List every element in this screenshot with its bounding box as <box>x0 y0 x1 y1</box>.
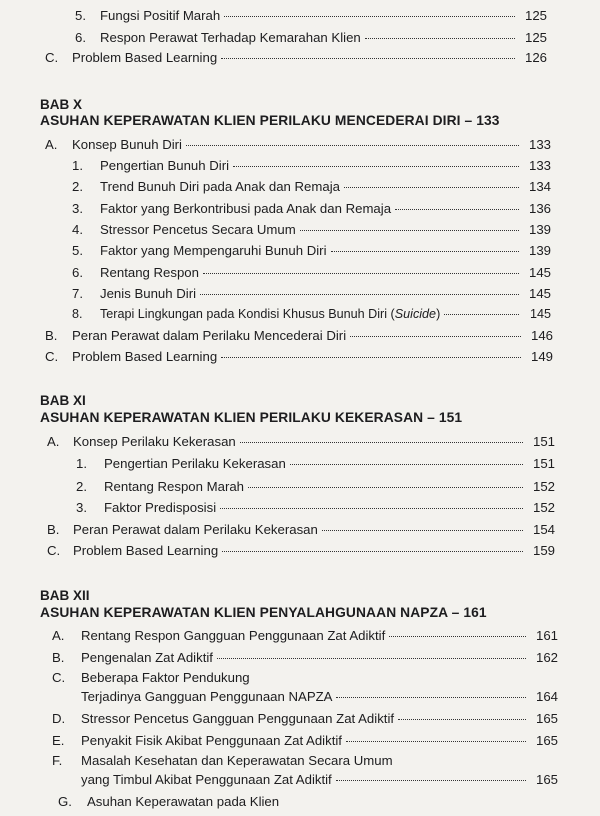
dot-leader <box>350 336 521 337</box>
entry-page: 145 <box>529 307 551 321</box>
dot-leader <box>200 294 519 295</box>
entry-number: 3. <box>72 201 83 216</box>
toc-entry <box>75 30 547 48</box>
dot-leader <box>224 16 515 17</box>
entry-title: Faktor Predisposisi <box>104 500 217 515</box>
entry-page: 146 <box>530 328 553 343</box>
dot-leader <box>395 209 519 210</box>
toc-entry <box>58 794 279 809</box>
entry-number: 1. <box>76 456 87 471</box>
entry-letter: B. <box>52 650 65 665</box>
entry-page: 145 <box>528 265 551 280</box>
entry-number: 2. <box>76 479 87 494</box>
entry-title: Problem Based Learning <box>73 543 219 558</box>
toc-entry <box>52 711 558 729</box>
entry-letter: D. <box>52 711 66 726</box>
entry-page: 152 <box>532 500 555 515</box>
dot-leader <box>203 273 519 274</box>
toc-entry <box>72 158 551 176</box>
dot-leader <box>221 58 515 59</box>
entry-title: Trend Bunuh Diri pada Anak dan Remaja <box>100 179 340 194</box>
dot-leader <box>346 741 526 742</box>
entry-title: Problem Based Learning <box>72 50 218 65</box>
entry-title: Terapi Lingkungan pada Kondisi Khusus Bunuh Diri (Suicide) <box>100 307 441 321</box>
entry-title: Konsep Bunuh Diri <box>72 137 182 152</box>
dot-leader <box>186 145 519 146</box>
entry-page: 152 <box>532 479 555 494</box>
toc-entry-first-line <box>52 670 250 685</box>
entry-page: 165 <box>535 711 558 726</box>
dot-leader <box>389 636 526 637</box>
toc-entry <box>72 179 551 197</box>
entry-number: 5. <box>75 8 86 23</box>
entry-title: Penyakit Fisik Akibat Penggunaan Zat Adiktif <box>81 733 342 748</box>
entry-title: Rentang Respon <box>100 265 199 280</box>
entry-title: Respon Perawat Terhadap Kemarahan Klien <box>100 30 361 45</box>
dot-leader <box>331 251 520 252</box>
toc-entry <box>81 689 558 707</box>
entry-title: Problem Based Learning <box>72 349 218 364</box>
toc-entry <box>45 50 547 68</box>
entry-letter: E. <box>52 733 65 748</box>
entry-title-continued: Terjadinya Gangguan Penggunaan NAPZA <box>81 689 333 704</box>
entry-number: 6. <box>72 265 83 280</box>
chapter-title: ASUHAN KEPERAWATAN KLIEN PENYALAHGUNAAN NAPZA – 161 <box>40 605 487 620</box>
entry-number: 6. <box>75 30 86 45</box>
entry-letter: C. <box>45 50 59 65</box>
dot-leader <box>365 38 515 39</box>
dot-leader <box>248 487 523 488</box>
entry-title: Stressor Pencetus Gangguan Penggunaan Zat Adiktif <box>81 711 395 726</box>
entry-title: Konsep Perilaku Kekerasan <box>73 434 236 449</box>
entry-page: 154 <box>532 522 555 537</box>
entry-page: 161 <box>535 628 558 643</box>
entry-page: 165 <box>535 772 558 787</box>
entry-title: Rentang Respon Gangguan Penggunaan Zat Adiktif <box>81 628 386 643</box>
toc-entry <box>72 265 551 283</box>
dot-leader <box>398 719 526 720</box>
entry-letter: A. <box>47 434 60 449</box>
toc-entry <box>52 628 558 646</box>
entry-title: Stressor Pencetus Secara Umum <box>100 222 296 237</box>
toc-entry <box>45 349 553 367</box>
entry-number: 7. <box>72 286 83 301</box>
entry-letter: B. <box>47 522 60 537</box>
chapter-label: BAB X <box>40 97 83 112</box>
entry-title: Peran Perawat dalam Perilaku Mencederai Diri <box>72 328 347 343</box>
entry-title: Faktor yang Mempengaruhi Bunuh Diri <box>100 243 327 258</box>
dot-leader <box>233 166 519 167</box>
entry-title: Faktor yang Berkontribusi pada Anak dan Remaja <box>100 201 392 216</box>
entry-page: 149 <box>530 349 553 364</box>
entry-page: 151 <box>532 434 555 449</box>
entry-title: Beberapa Faktor Pendukung <box>81 670 250 685</box>
toc-entry <box>76 479 555 497</box>
toc-entry <box>47 434 555 452</box>
entry-letter: C. <box>52 670 66 685</box>
entry-title: Pengenalan Zat Adiktif <box>81 650 213 665</box>
entry-title: Pengertian Bunuh Diri <box>100 158 230 173</box>
toc-entry <box>76 500 555 518</box>
toc-entry <box>72 201 551 219</box>
dot-leader <box>220 508 523 509</box>
dot-leader <box>344 187 519 188</box>
dot-leader <box>322 530 523 531</box>
dot-leader <box>444 314 519 315</box>
toc-entry <box>72 286 551 304</box>
dot-leader <box>290 464 523 465</box>
entry-page: 165 <box>535 733 558 748</box>
dot-leader <box>336 780 526 781</box>
toc-entry <box>72 222 551 240</box>
entry-page: 125 <box>524 30 547 45</box>
dot-leader <box>217 658 526 659</box>
toc-entry <box>52 733 558 751</box>
entry-number: 8. <box>72 307 83 321</box>
entry-letter: F. <box>52 753 63 768</box>
entry-number: 3. <box>76 500 87 515</box>
chapter-label: BAB XI <box>40 393 86 408</box>
dot-leader <box>300 230 519 231</box>
entry-letter: G. <box>58 794 72 809</box>
entry-number: 5. <box>72 243 83 258</box>
entry-number: 1. <box>72 158 83 173</box>
entry-page: 159 <box>532 543 555 558</box>
toc-entry <box>72 243 551 261</box>
entry-title: Asuhan Keperawatan pada Klien <box>87 794 280 809</box>
entry-page: 133 <box>528 137 551 152</box>
entry-number: 4. <box>72 222 83 237</box>
dot-leader <box>221 357 521 358</box>
entry-page: 162 <box>535 650 558 665</box>
entry-title: Rentang Respon Marah <box>104 479 245 494</box>
chapter-title: ASUHAN KEPERAWATAN KLIEN PERILAKU KEKERASAN – 151 <box>40 410 463 425</box>
entry-title: Masalah Kesehatan dan Keperawatan Secara Umum <box>81 753 393 768</box>
entry-letter: C. <box>47 543 61 558</box>
toc-entry <box>81 772 558 790</box>
entry-letter: B. <box>45 328 58 343</box>
entry-number: 2. <box>72 179 83 194</box>
toc-entry-first-line <box>52 753 393 768</box>
toc-entry <box>45 137 551 155</box>
dot-leader <box>336 697 526 698</box>
entry-page: 151 <box>532 456 555 471</box>
toc-entry <box>47 522 555 540</box>
entry-title: Jenis Bunuh Diri <box>100 286 197 301</box>
entry-page: 126 <box>524 50 547 65</box>
entry-page: 125 <box>524 8 547 23</box>
dot-leader <box>222 551 523 552</box>
entry-title: Fungsi Positif Marah <box>100 8 221 23</box>
entry-page: 139 <box>528 243 551 258</box>
entry-page: 145 <box>528 286 551 301</box>
entry-title-continued: yang Timbul Akibat Penggunaan Zat Adiktif <box>81 772 332 787</box>
entry-page: 133 <box>528 158 551 173</box>
toc-entry <box>72 307 551 325</box>
toc-entry <box>45 328 553 346</box>
toc-entry <box>52 650 558 668</box>
entry-letter: A. <box>45 137 58 152</box>
entry-page: 134 <box>528 179 551 194</box>
entry-page: 139 <box>528 222 551 237</box>
entry-letter: C. <box>45 349 59 364</box>
entry-letter: A. <box>52 628 65 643</box>
chapter-title: ASUHAN KEPERAWATAN KLIEN PERILAKU MENCEDERAI DIRI – 133 <box>40 113 500 128</box>
toc-entry <box>47 543 555 561</box>
entry-title: Peran Perawat dalam Perilaku Kekerasan <box>73 522 318 537</box>
toc-entry <box>75 8 547 26</box>
chapter-label: BAB XII <box>40 588 90 603</box>
entry-title: Pengertian Perilaku Kekerasan <box>104 456 286 471</box>
entry-page: 136 <box>528 201 551 216</box>
toc-entry <box>76 456 555 474</box>
dot-leader <box>240 442 523 443</box>
entry-page: 164 <box>535 689 558 704</box>
